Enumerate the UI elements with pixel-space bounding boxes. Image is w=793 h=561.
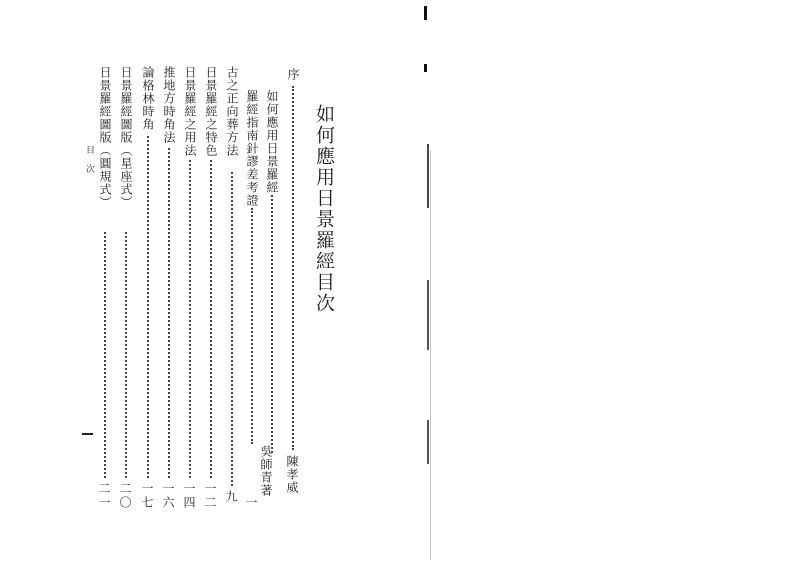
- scan-edge-mark: [424, 6, 427, 20]
- toc-leader-dots: [292, 86, 294, 450]
- toc-leader-dots: [104, 232, 106, 478]
- toc-entry-label: 推地方時角法: [162, 66, 176, 144]
- toc-entry-author: 吳師青著: [259, 445, 273, 497]
- toc-entry-page: 一二: [203, 482, 217, 510]
- toc-entry-page: 一六: [161, 482, 175, 510]
- toc-entry-label: 日景羅經圖版（圓規式）: [98, 66, 112, 209]
- page-fold-shadow: [430, 150, 431, 560]
- toc-entry-label: 日景羅經之用法: [183, 66, 197, 157]
- toc-leader-dots: [271, 195, 273, 453]
- toc-entry-label: 論格林時角: [141, 66, 155, 131]
- running-head: 目次: [84, 145, 94, 183]
- toc-entry-label: 羅經指南針謬差考證: [245, 90, 259, 207]
- toc-entry-page: 一四: [182, 482, 196, 510]
- toc-leader-dots: [168, 148, 170, 478]
- toc-entry-page: 二〇: [118, 482, 132, 510]
- scan-edge-mark: [427, 420, 429, 464]
- toc-entry-author: 陳孝威: [285, 455, 299, 494]
- scan-edge-mark: [427, 280, 429, 350]
- toc-entry-page: 九: [224, 490, 238, 504]
- toc-leader-dots: [125, 232, 127, 478]
- toc-leader-dots: [251, 208, 253, 444]
- toc-title: 如何應用日景羅經目次: [313, 104, 335, 314]
- toc-entry-label: 日景羅經圖版（星座式）: [119, 66, 133, 209]
- toc-entry-label: 如何應用日景羅經: [265, 90, 279, 194]
- toc-leader-dots: [147, 136, 149, 478]
- toc-entry-label: 古之正向葬方法: [225, 66, 239, 157]
- toc-entry-label: 日景羅經之特色: [204, 66, 218, 157]
- toc-entry-label: 序: [286, 68, 300, 81]
- toc-entry-page: 一七: [140, 482, 154, 510]
- toc-entry-page: 一: [244, 496, 258, 510]
- folio-mark: [82, 433, 93, 435]
- toc-leader-dots: [231, 172, 233, 486]
- toc-entry-page: 二一: [97, 482, 111, 510]
- scan-edge-mark: [427, 144, 429, 208]
- toc-leader-dots: [210, 160, 212, 478]
- scan-edge-mark: [424, 64, 427, 72]
- toc-leader-dots: [189, 160, 191, 478]
